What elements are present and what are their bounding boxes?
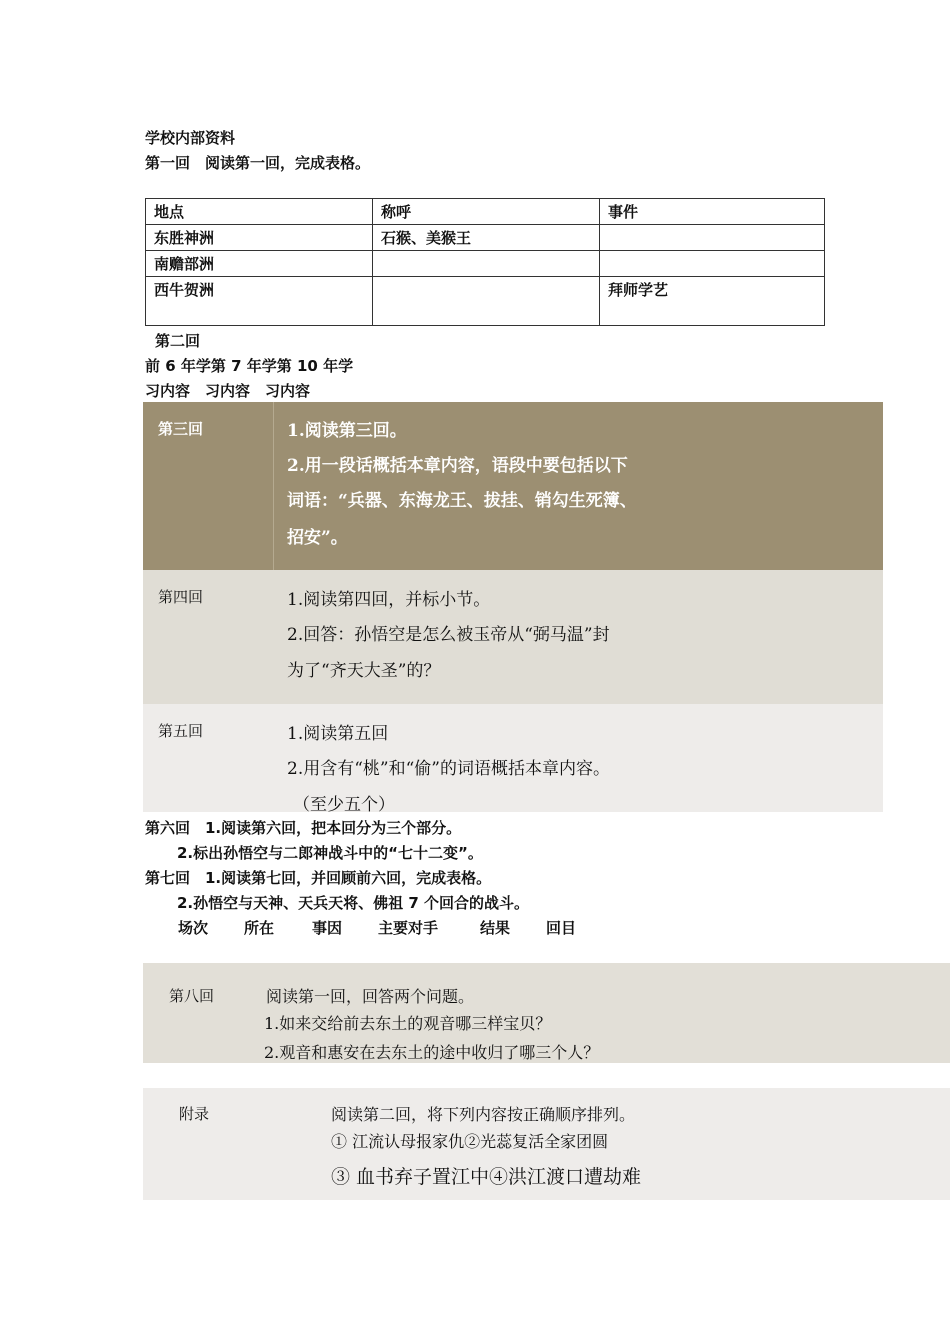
chapter3-line4: 招安”。 (287, 528, 348, 548)
table-row (146, 225, 825, 251)
chapter4-block (143, 570, 883, 704)
table-header-row (146, 199, 825, 225)
chapter6-line1: 第六回 1.阅读第六回，把本回分为三个部分。 (145, 819, 462, 837)
appendix-label: 附录 (179, 1105, 210, 1123)
chapter5-label: 第五回 (158, 722, 204, 740)
chapter1-title: 第一回 阅读第一回，完成表格。 (145, 154, 371, 172)
table-cell: 拜师学艺 (600, 277, 825, 326)
chapter8-line2: 1.如来交给前去东土的观音哪三样宝贝？ (264, 1014, 552, 1033)
chapter3-label: 第三回 (158, 420, 204, 438)
table-header: 地点 (146, 199, 373, 225)
doc-header: 学校内部资料 (145, 129, 236, 147)
appendix-line2: ① 江流认母报家仇②光蕊复活全家团圆 (331, 1132, 609, 1151)
chapter2-line1: 前 6 年学第 7 年学第 10 年学 (145, 357, 354, 375)
chapter3-line1: 1.阅读第三回。 (287, 421, 407, 441)
chapter7-line2: 2.孙悟空与天神、天兵天将、佛祖 7 个回合的战斗。 (177, 894, 530, 912)
chapter4-line1: 1.阅读第四回，并标小节。 (287, 590, 491, 610)
table-cell (373, 277, 600, 326)
table-cell: 南赡部洲 (146, 251, 373, 277)
chapter7-col-1: 场次 (178, 919, 209, 937)
appendix-line1: 阅读第二回，将下列内容按正确顺序排列。 (331, 1105, 636, 1124)
chapter3-line2: 2.用一段话概括本章内容，语段中要包括以下 (287, 456, 628, 476)
chapter3-block (143, 402, 883, 570)
chapter5-line2: 2.用含有“桃”和“偷”的词语概括本章内容。 (287, 759, 610, 779)
chapter8-line1: 阅读第一回，回答两个问题。 (266, 987, 475, 1006)
table-row (146, 277, 825, 326)
table-cell (600, 251, 825, 277)
chapter8-block (143, 963, 950, 1063)
table-cell: 东胜神洲 (146, 225, 373, 251)
appendix-line3: ③ 血书弃子置江中④洪江渡口遭劫难 (331, 1166, 642, 1188)
chapter4-line3: 为了“齐天大圣”的？ (287, 661, 441, 681)
chapter5-line3: （至少五个） (293, 795, 395, 815)
table-cell (600, 225, 825, 251)
table-cell: 西牛贺洲 (146, 277, 373, 326)
chapter8-line3: 2.观音和惠安在去东土的途中收归了哪三个人？ (264, 1043, 600, 1062)
chapter8-label: 第八回 (169, 987, 215, 1005)
chapter4-line2: 2.回答：孙悟空是怎么被玉帝从“弼马温”封 (287, 625, 610, 645)
table-row (146, 251, 825, 277)
appendix-block (143, 1088, 950, 1200)
chapter6-line2: 2.标出孙悟空与二郎神战斗中的“七十二变”。 (177, 844, 483, 862)
chapter7-col-6: 回目 (546, 919, 577, 937)
chapter7-col-5: 结果 (480, 919, 511, 937)
column-divider (273, 402, 274, 570)
table-cell: 石猴、美猴王 (373, 225, 600, 251)
chapter7-col-2: 所在 (244, 919, 275, 937)
chapter4-label: 第四回 (158, 588, 204, 606)
chapter1-table (145, 198, 825, 326)
chapter7-col-4: 主要对手 (378, 919, 439, 937)
table-header: 称呼 (373, 199, 600, 225)
chapter2-title: 第二回 (155, 332, 201, 350)
chapter7-line1: 第七回 1.阅读第七回，并回顾前六回，完成表格。 (145, 869, 492, 887)
chapter5-block (143, 704, 883, 815)
table-header: 事件 (600, 199, 825, 225)
chapter2-line2: 习内容 习内容 习内容 (145, 382, 311, 400)
chapter3-line3: 词语：“兵器、东海龙王、拔挂、销勾生死簿、 (287, 491, 637, 511)
chapter5-line1: 1.阅读第五回 (287, 724, 389, 744)
table-cell (373, 251, 600, 277)
chapter7-col-3: 事因 (312, 919, 343, 937)
